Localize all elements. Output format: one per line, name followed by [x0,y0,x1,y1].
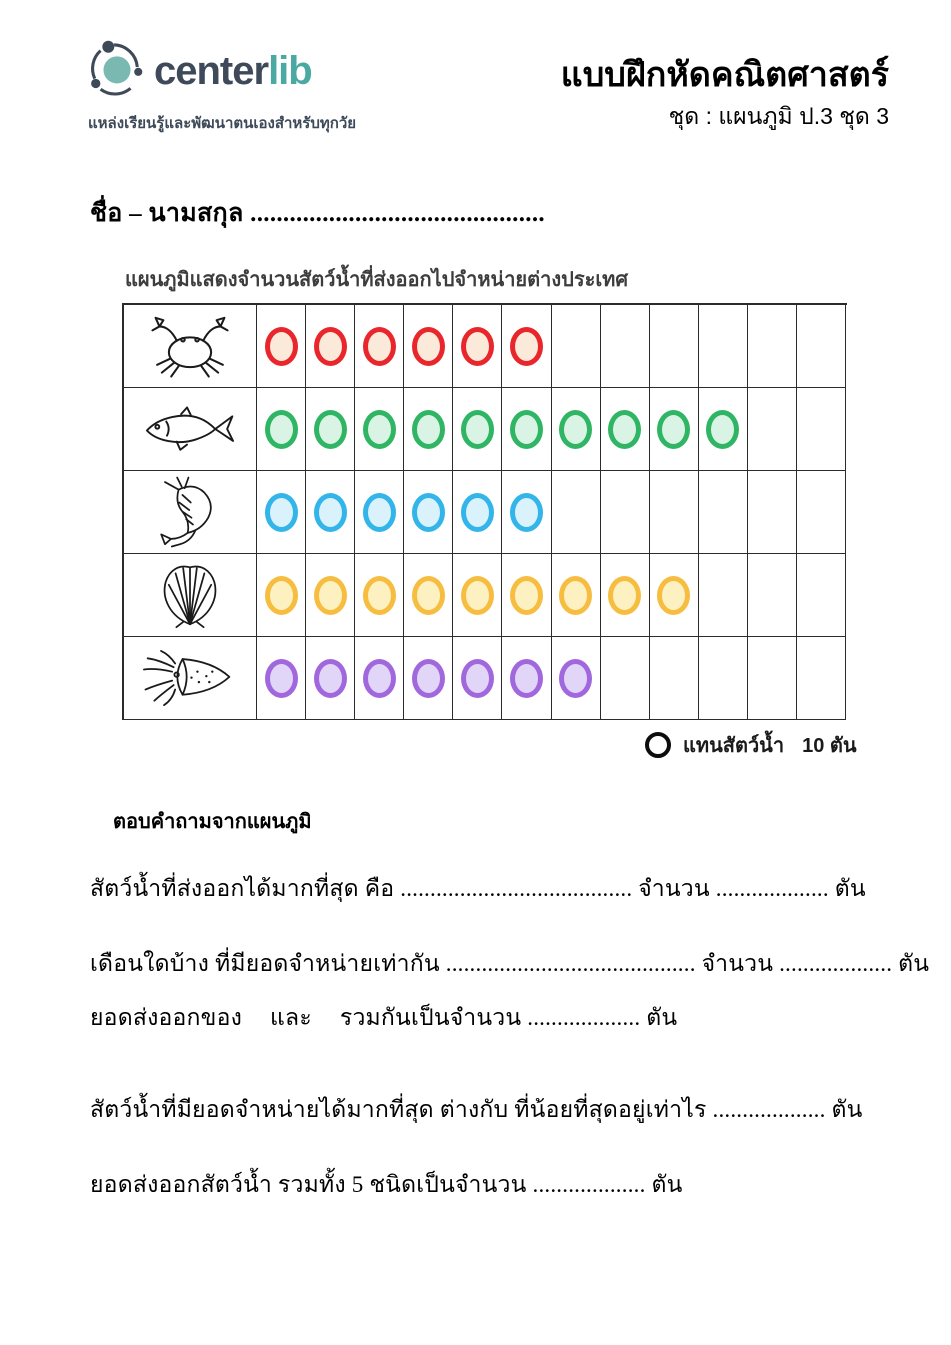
unit-circle [559,410,592,449]
grid-cell [552,471,601,554]
name-line-label: ชื่อ – นามสกุล [90,200,244,227]
brand-logo [88,38,356,135]
grid-cell [355,388,404,471]
grid-cell [650,554,699,637]
unit-circle [461,327,494,366]
worksheet-title: แบบฝึกหัดคณิตศาสตร์ [560,56,889,94]
brand-name-primary: center [154,48,269,93]
grid-cell [699,305,748,388]
grid-cell [453,471,502,554]
crab-icon [124,305,257,388]
pictograph-row-crab [124,305,847,388]
unit-circle [412,493,445,532]
unit-circle [461,493,494,532]
unit-circle [510,659,543,698]
chart-title: แผนภูมิแสดงจำนวนสัตว์น้ำที่ส่งออกไปจำหน่ายต่างประเทศ [125,269,629,291]
grid-cell [797,637,846,720]
shrimp-icon [124,471,257,554]
grid-cell [355,554,404,637]
grid-cell [355,471,404,554]
grid-cell [404,554,453,637]
brand-name-secondary: lib [268,48,312,93]
grid-cell [453,305,502,388]
grid-cell [699,637,748,720]
question-3-part2: และ [270,1005,312,1030]
grid-cell [748,305,797,388]
unit-circle [461,576,494,615]
unit-circle [265,410,298,449]
pictograph-row-shrimp [124,471,847,554]
unit-circle [265,659,298,698]
grid-cell [306,388,355,471]
squid-icon [124,637,257,720]
grid-cell [748,637,797,720]
questions-heading: ตอบคำถามจากแผนภูมิ [113,811,312,833]
grid-cell [748,471,797,554]
grid-cell [552,637,601,720]
grid-cell [699,554,748,637]
unit-circle [657,576,690,615]
unit-circle [265,327,298,366]
grid-cell [257,637,306,720]
grid-cell [552,388,601,471]
grid-cell [306,471,355,554]
fish-icon [124,388,257,471]
question-5: ยอดส่งออกสัตว์น้ำ รวมทั้ง 5 ชนิดเป็นจำนวน ................... ตัน [90,1172,683,1197]
grid-cell [650,388,699,471]
grid-cell [601,471,650,554]
brand-tagline: แหล่งเรียนรู้และพัฒนาตนเองสำหรับทุกวัย [88,115,357,132]
grid-cell [306,305,355,388]
grid-cell [257,305,306,388]
unit-circle [363,410,396,449]
grid-cell [699,471,748,554]
legend-text: แทนสัตว์น้ำ [683,735,785,757]
pictograph-row-fish [124,388,847,471]
unit-circle [510,576,543,615]
unit-circle [363,327,396,366]
chart-legend [645,729,857,761]
grid-cell [601,637,650,720]
grid-cell [404,471,453,554]
grid-cell [552,554,601,637]
legend-value: 10 ตัน [802,735,857,757]
unit-circle [559,659,592,698]
grid-cell [650,471,699,554]
unit-circle [412,576,445,615]
grid-cell [404,388,453,471]
unit-circle [657,410,690,449]
brand-name [154,48,312,93]
question-2: เดือนใดบ้าง ที่มียอดจำหน่ายเท่ากัน .......................................... จำนวน ................... ตัน [90,951,930,976]
worksheet-title-block [561,56,889,135]
unit-circle [510,493,543,532]
grid-cell [502,554,551,637]
grid-cell [601,388,650,471]
grid-cell [502,637,551,720]
grid-cell [453,637,502,720]
grid-cell [355,637,404,720]
question-3-part3: รวมกันเป็นจำนวน ................... ตัน [339,1005,678,1030]
unit-circle [510,410,543,449]
unit-circle [363,659,396,698]
grid-cell [453,554,502,637]
grid-cell [306,637,355,720]
unit-circle [265,576,298,615]
grid-cell [502,305,551,388]
name-line-blank: ............................................. [250,200,545,227]
unit-circle [510,327,543,366]
unit-circle [461,410,494,449]
grid-cell [257,471,306,554]
grid-cell [797,471,846,554]
grid-cell [257,554,306,637]
unit-circle [608,410,641,449]
question-4: สัตว์น้ำที่มียอดจำหน่ายได้มากที่สุด ต่างกับ ที่น้อยที่สุดอยู่เท่าไร ................... ตัน [90,1097,863,1122]
pictograph-table [122,303,847,720]
grid-cell [748,388,797,471]
grid-cell [601,554,650,637]
grid-cell [650,305,699,388]
unit-circle [314,327,347,366]
scallop-icon [124,554,257,637]
grid-cell [306,554,355,637]
grid-cell [257,388,306,471]
grid-cell [453,388,502,471]
grid-cell [552,305,601,388]
unit-circle [363,493,396,532]
question-3 [90,1000,677,1036]
legend-circle-icon [645,732,671,758]
grid-cell [502,388,551,471]
unit-circle [559,576,592,615]
worksheet-subtitle: ชุด : แผนภูมิ ป.3 ชุด 3 [668,103,889,130]
grid-cell [355,305,404,388]
grid-cell [797,554,846,637]
grid-cell [797,388,846,471]
unit-circle [412,327,445,366]
unit-circle [314,576,347,615]
unit-circle [314,659,347,698]
grid-cell [601,305,650,388]
unit-circle [314,493,347,532]
unit-circle [412,410,445,449]
question-3-part1: ยอดส่งออกของ [90,1005,243,1030]
unit-circle [363,576,396,615]
unit-circle [461,659,494,698]
grid-cell [650,637,699,720]
grid-cell [404,637,453,720]
question-1: สัตว์น้ำที่ส่งออกได้มากที่สุด คือ ....................................... จำนวน ................... ตัน [90,876,866,901]
unit-circle [608,576,641,615]
grid-cell [748,554,797,637]
grid-cell [502,471,551,554]
name-line [90,193,545,233]
unit-circle [412,659,445,698]
unit-circle [265,493,298,532]
grid-cell [797,305,846,388]
unit-circle [314,410,347,449]
grid-cell [404,305,453,388]
unit-circle [706,410,739,449]
pictograph-row-scallop [124,554,847,637]
pictograph-row-squid [124,637,847,720]
grid-cell [699,388,748,471]
brand-logo-icon [88,38,146,103]
